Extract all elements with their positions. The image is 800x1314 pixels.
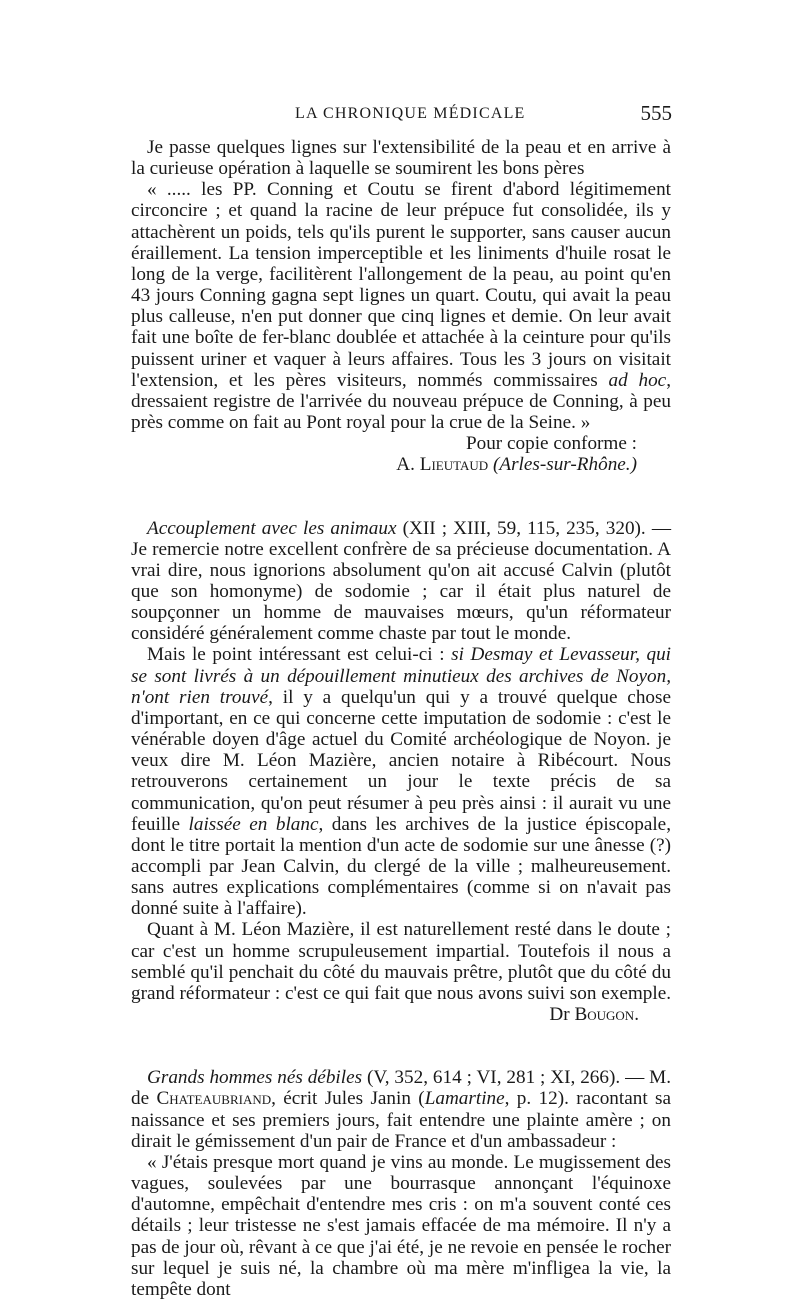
body-text <box>131 137 671 1300</box>
section-gap <box>131 476 671 518</box>
paragraph-extensibility: Je passe quelques lignes sur l'extensibilité de la peau et en arrive à la curieuse opération à laquelle se soumirent les bons pères <box>131 137 671 180</box>
page-header <box>132 101 672 129</box>
text-run: M. de <box>131 1067 672 1110</box>
section-title: Accouplement avec les animaux <box>147 517 397 539</box>
text-run: Mais le point intéressant est celui-ci : <box>147 644 445 666</box>
signature-name: Lieutaud <box>419 454 489 476</box>
quoted-paragraph-conning <box>131 179 671 433</box>
signature-initial: A. <box>396 454 415 476</box>
section-title: Grands hommes nés débiles <box>147 1067 363 1089</box>
signature-place: (Arles-sur-Rhône.) <box>492 454 637 476</box>
text-run: , dans les archives de la justice épiscopale, dont le titre portait la mention d'un acte de sodomie sur une ânesse (?) accompli par Jean Calvin, du clergé de la ville ; malheureusement. sans autres explications complémentaires (comme si on n'avait pas donné suite à l'affaire). <box>131 813 671 920</box>
text-run: , p. 12). racontant sa naissance et ses premiers jours, fait entendre une plainte amère ; on dirait le gémissement d'un pair de France et d'un ambassadeur : <box>131 1088 671 1152</box>
signature-name: Bougon. <box>574 1004 639 1026</box>
page-number: 555 <box>640 101 672 125</box>
signature-title: Dr <box>549 1004 570 1026</box>
text-run: , écrit Jules Janin ( <box>271 1088 425 1110</box>
text-run: , il y a quelqu'un qui y a trouvé quelque chose d'important, en ce qui concerne cette imputation de sodomie : c'est le vénérable doyen d'âge actuel du Comité archéologique de Noyon. je veux dire M. Léon Mazière, ancien notaire à Ribécourt. Nous retrouverons certainement un jour le texte précis de sa communication, qu'on peut résumer à peu près ainsi : il aurait vu une feuille <box>131 686 671 835</box>
quote-text: « ..... les PP. Conning et Coutu se firent d'abord légitimement circoncire ; et quand la racine de leur prépuce fut consolidée, ils y attachèrent un poids, tels qu'ils purent le supporter, sans causer aucun éraillement. La tension imperceptible et les liniments d'huile rosat le long de la verge, facilitèrent l'allongement de la peau, au point qu'en 43 jours Conning gagna sept lignes un quart. Coutu, qui avait la peau plus calleuse, n'en put donner que cinq lignes et demie. On leur avait fait une boîte de fer-blanc doublée et attachée à la ceinture pour qu'ils puissent uriner et vaquer à leurs affaires. Tous les 3 jours on visitait l'extension, et les pères visiteurs, nommés commissaires <box>131 179 671 391</box>
running-title: LA CHRONIQUE MÉDICALE <box>295 105 526 122</box>
italic-run: Lamartine <box>424 1088 505 1110</box>
author-name: Chateaubriand <box>156 1088 272 1110</box>
section-refs: (V, 352, 614 ; VI, 281 ; XI, 266). — <box>366 1067 645 1089</box>
section-refs: (XII ; XIII, 59, 115, 235, 320). — <box>402 517 672 539</box>
signature-lieutaud <box>131 454 671 475</box>
paragraph-thanks: Je remercie notre excellent confrère de sa précieuse documentation. A vrai dire, nous ignorions absolument qu'on ait accusé Calvin (plutôt que son homonyme) de sodomie ; car il était plus naturel de soupçonner un homme de mauvaises mœurs, qu'un réformateur considéré généralement comme chaste par tout le monde. <box>131 538 671 645</box>
section-heading-accouplement <box>131 518 671 645</box>
section-heading-grands-hommes <box>131 1067 671 1152</box>
quote-text-end: , dressaient registre de l'arrivée du nouveau prépuce de Conning, à peu près comme on fait au Pont royal pour la crue de la Seine. » <box>131 369 671 434</box>
italic-run: laissée en blanc <box>188 813 319 835</box>
copy-conforme-line: Pour copie conforme : <box>465 433 637 455</box>
section-gap <box>131 1025 671 1067</box>
quote-chateaubriand: « J'étais presque mort quand je vins au monde. Le mugissement des vagues, soulevées par une bourrasque annonçant l'équinoxe d'automne, empêchait d'entendre mes cris : on m'a souvent conté ces détails ; leur tristesse ne s'est jamais effacée de ma mémoire. Il n'y a pas de jour où, rêvant à ce que j'ai été, je ne revoie en pensée le rocher sur lequel je suis né, la chambre où ma mère m'infligea la vie, la tempête dont <box>131 1151 671 1300</box>
quote-italic: ad hoc <box>608 369 667 391</box>
paragraph-mazieres-finding <box>131 644 671 919</box>
signature-bougon <box>131 1004 671 1025</box>
italic-run: si Desmay et Levasseur, qui se sont livrés à un dépouillement minutieux des archives de Noyon, n'ont rien trouvé <box>131 644 672 708</box>
paragraph-doubt: Quant à M. Léon Mazière, il est naturellement resté dans le doute ; car c'est un homme scrupuleusement impartial. Toutefois il nous a semblé qu'il penchait du côté du mauvais prêtre, plutôt que du côté du grand réformateur : c'est ce qui fait que nous avons suivi son exemple. <box>131 919 672 1004</box>
